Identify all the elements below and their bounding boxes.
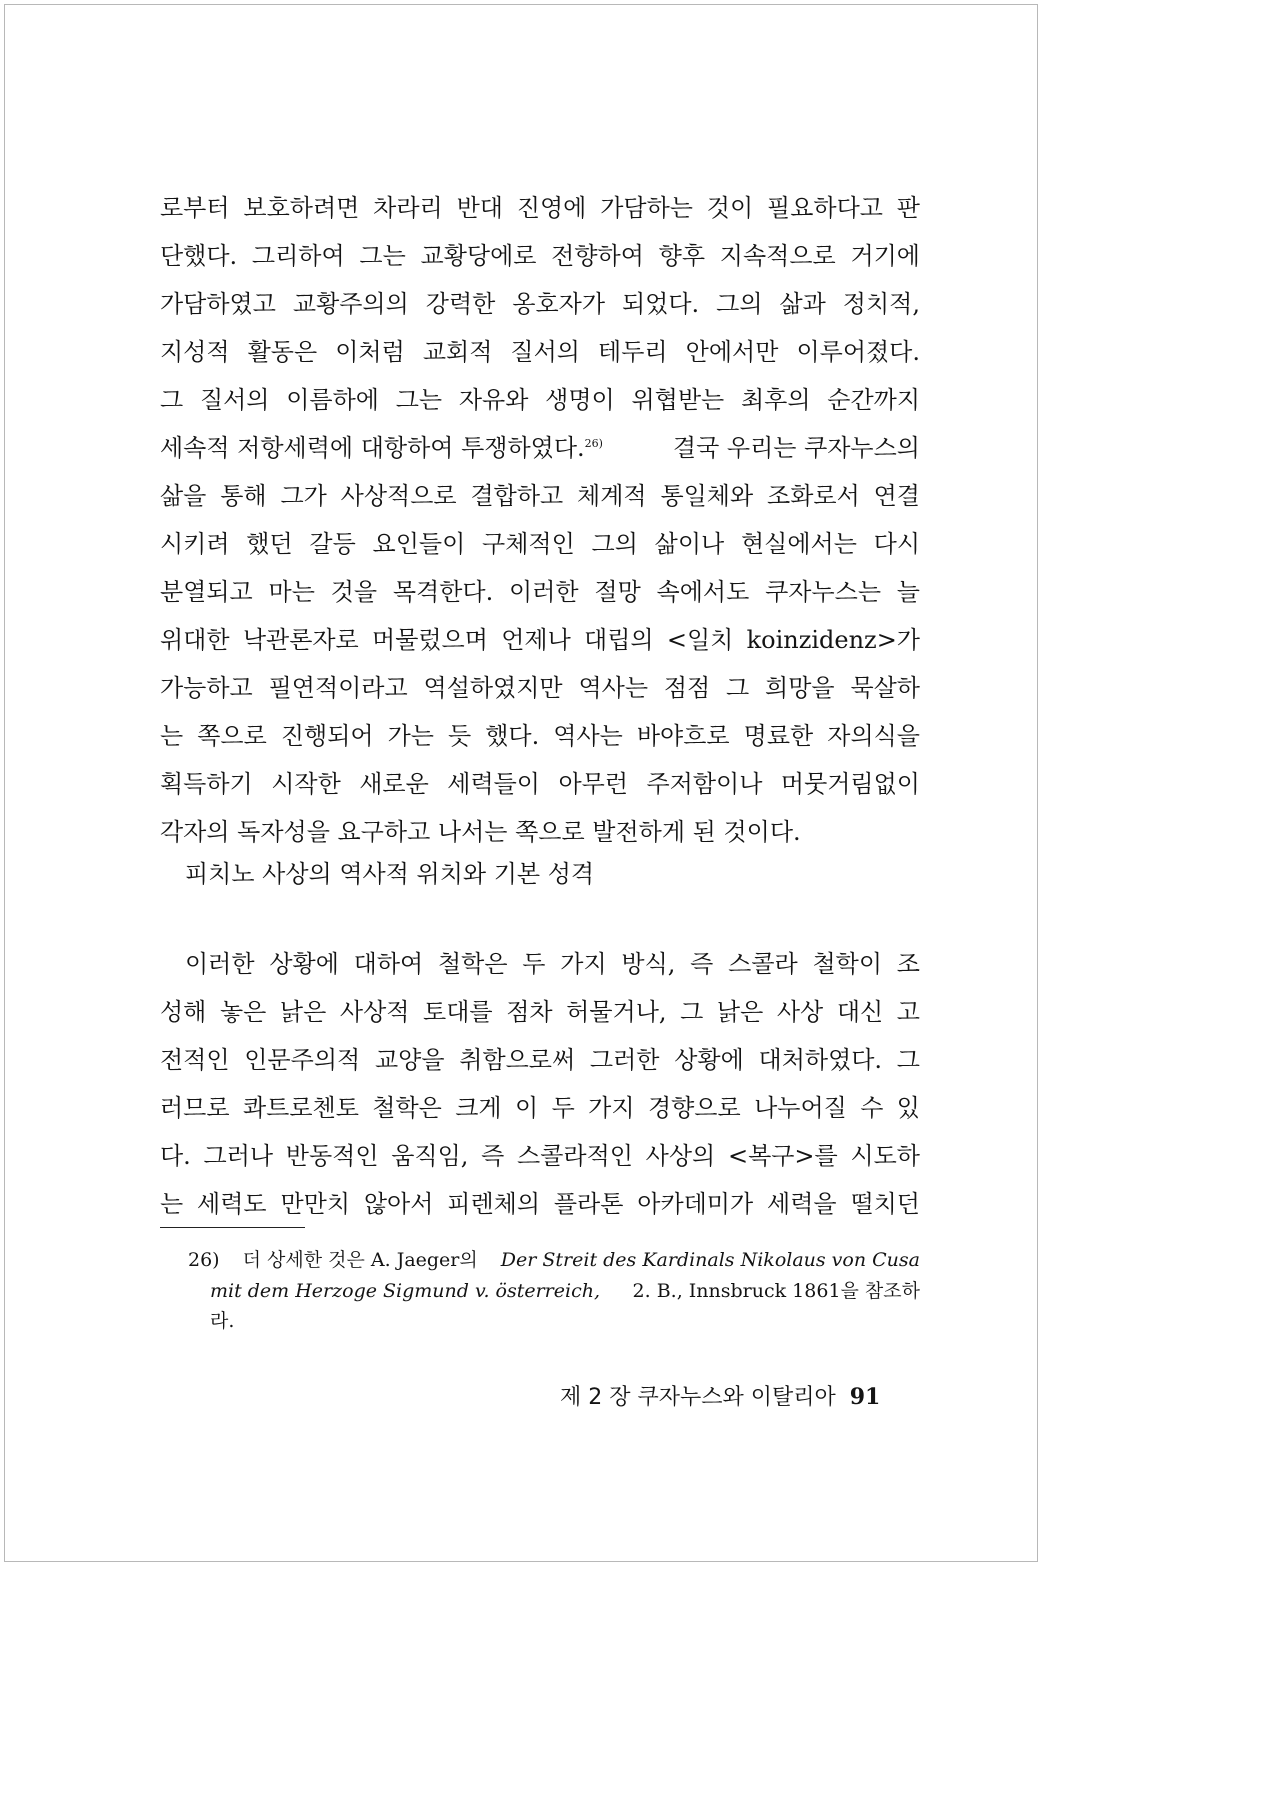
footnote-number: 26) xyxy=(188,1249,220,1271)
footnote-line-2 xyxy=(210,1278,920,1304)
paragraph1-line: 지성적 활동은 이처럼 교회적 질서의 테두리 안에서만 이루어졌다. xyxy=(160,338,920,366)
paragraph1-line: 각자의 독자성을 요구하고 나서는 쪽으로 발전하게 된 것이다. xyxy=(160,818,801,846)
footnote-book-title: Der Streit des Kardinals Nikolaus von Cusa xyxy=(500,1249,920,1271)
paragraph1-line: 삶을 통해 그가 사상적으로 결합하고 체계적 통일체와 조화로서 연결 xyxy=(160,482,920,510)
paragraph1-line: 가능하고 필연적이라고 역설하였지만 역사는 점점 그 희망을 묵살하 xyxy=(160,674,920,702)
paragraph1-line: 시키려 했던 갈등 요인들이 구체적인 그의 삶이나 현실에서는 다시 xyxy=(160,530,920,558)
running-footer xyxy=(560,1382,900,1413)
paragraph2-line: 이러한 상황에 대하여 철학은 두 가지 방식, 즉 스콜라 철학이 조 xyxy=(185,950,920,978)
paragraph1-line-head: 세속적 저항세력에 대항하여 투쟁하였다. xyxy=(160,434,585,462)
footnote-reference[interactable]: 26) xyxy=(584,437,603,450)
paragraph2-line: 다. 그러나 반동적인 움직임, 즉 스콜라적인 사상의 <복구>를 시도하 xyxy=(160,1142,920,1170)
paragraph1-line-tail: 결국 우리는 쿠자누스의 xyxy=(672,434,920,462)
paragraph1-line: 단했다. 그리하여 그는 교황당에로 전향하여 향후 지속적으로 거기에 xyxy=(160,242,920,270)
paragraph1-line: 획득하기 시작한 새로운 세력들이 아무런 주저함이나 머뭇거림없이 xyxy=(160,770,920,798)
footnote-line-1 xyxy=(188,1247,920,1273)
paragraph2-line: 성해 놓은 낡은 사상적 토대를 점차 허물거나, 그 낡은 사상 대신 고 xyxy=(160,998,920,1026)
paragraph1-line: 는 쪽으로 진행되어 가는 듯 했다. 역사는 바야흐로 명료한 자의식을 xyxy=(160,722,920,750)
footnote-text: 더 상세한 것은 A. Jaeger의 xyxy=(242,1249,478,1271)
paragraph2-line: 러므로 콰트로첸토 철학은 크게 이 두 가지 경향으로 나누어질 수 있 xyxy=(160,1094,920,1122)
paragraph1-line: 가담하였고 교황주의의 강력한 옹호자가 되었다. 그의 삶과 정치적, xyxy=(160,290,920,318)
section-heading: 피치노 사상의 역사적 위치와 기본 성격 xyxy=(185,860,595,888)
page-number: 91 xyxy=(849,1384,881,1410)
paragraph1-line: 로부터 보호하려면 차라리 반대 진영에 가담하는 것이 필요하다고 판 xyxy=(160,194,920,222)
chapter-title: 제 2 장 쿠자누스와 이탈리아 xyxy=(560,1385,836,1410)
paragraph1-line: 그 질서의 이름하에 그는 자유와 생명이 위협받는 최후의 순간까지 xyxy=(160,386,920,414)
paragraph2-line: 는 세력도 만만치 않아서 피렌체의 플라톤 아카데미가 세력을 떨치던 xyxy=(160,1190,920,1218)
footnote-book-title-cont: mit dem Herzoge Sigmund v. österreich, xyxy=(210,1280,601,1302)
footnote-line-3: 라. xyxy=(210,1310,235,1332)
paragraph1-line: 분열되고 마는 것을 목격한다. 이러한 절망 속에서도 쿠자누스는 늘 xyxy=(160,578,920,606)
paragraph1-line-with-footnote xyxy=(160,432,920,464)
paragraph1-line: 위대한 낙관론자로 머물렀으며 언제나 대립의 <일치 koinzidenz>가 xyxy=(160,626,920,654)
footnote-text: 2. B., Innsbruck 1861을 참조하 xyxy=(632,1280,920,1302)
paragraph2-line: 전적인 인문주의적 교양을 취함으로써 그러한 상황에 대처하였다. 그 xyxy=(160,1046,920,1074)
footnote-divider xyxy=(160,1227,305,1228)
